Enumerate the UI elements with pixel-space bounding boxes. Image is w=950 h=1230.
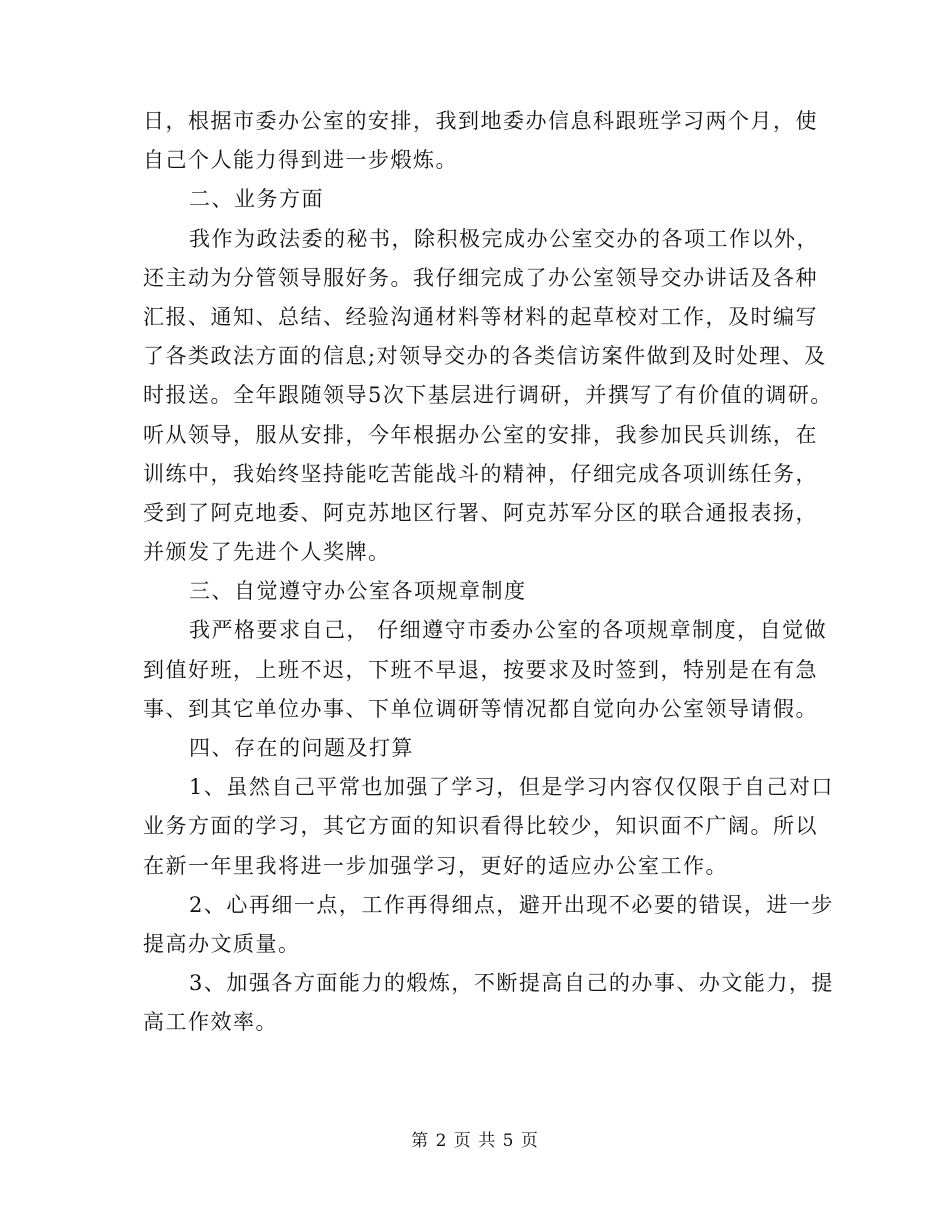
text-line: 在新一年里我将进一步加强学习，更好的适应办公室工作。	[143, 853, 728, 878]
text-line: 我严格要求自己， 仔细遵守市委办公室的各项规章制度，自觉做	[189, 618, 828, 643]
text-line: 了各类政法方面的信息;对领导交办的各类信访案件做到及时处理、及	[143, 344, 827, 369]
text-line: 业务方面的学习，其它方面的知识看得比较少，知识面不广阔。所以	[143, 814, 818, 839]
section-heading: 三、自觉遵守办公室各项规章制度	[189, 579, 527, 604]
text-line: 训练中，我始终坚持能吃苦能战斗的精神，仔细完成各项训练任务，	[143, 461, 818, 486]
text-line: 并颁发了先进个人奖牌。	[143, 540, 391, 565]
text-line: 3、加强各方面能力的煅炼，不断提高自己的办事、办文能力，提	[189, 971, 834, 996]
text-line: 听从领导，服从安排，今年根据办公室的安排，我参加民兵训练，在	[143, 422, 818, 447]
text-line: 汇报、通知、总结、经验沟通材料等材料的起草校对工作，及时编写	[143, 304, 818, 329]
text-line: 到值好班，上班不迟，下班不早退，按要求及时签到，特别是在有急	[143, 657, 818, 682]
section-heading: 四、存在的问题及打算	[189, 736, 414, 760]
text-line: 2、心再细一点，工作再得细点，避开出现不必要的错误，进一步	[189, 892, 834, 917]
body-text	[143, 102, 834, 1043]
text-line: 自己个人能力得到进一步煅炼。	[143, 148, 458, 173]
section-heading: 二、业务方面	[189, 187, 324, 212]
text-line: 提高办文质量。	[143, 931, 301, 956]
text-line: 1、虽然自己平常也加强了学习，但是学习内容仅仅限于自己对口	[189, 775, 834, 800]
text-line: 时报送。全年跟随领导5次下基层进行调研，并撰写了有价值的调研。	[143, 383, 833, 408]
text-line: 事、到其它单位办事、下单位调研等情况都自觉向办公室领导请假。	[143, 696, 818, 721]
text-line: 高工作效率。	[143, 1010, 278, 1035]
text-line: 我作为政法委的秘书，除积极完成办公室交办的各项工作以外，	[189, 226, 819, 251]
page-footer: 第 2 页 共 5 页	[411, 1131, 539, 1151]
text-line: 受到了阿克地委、阿克苏地区行署、阿克苏军分区的联合通报表扬，	[143, 500, 818, 525]
text-line: 日，根据市委办公室的安排，我到地委办信息科跟班学习两个月，使	[143, 109, 818, 133]
text-line: 还主动为分管领导服好务。我仔细完成了办公室领导交办讲话及各种	[143, 265, 818, 290]
